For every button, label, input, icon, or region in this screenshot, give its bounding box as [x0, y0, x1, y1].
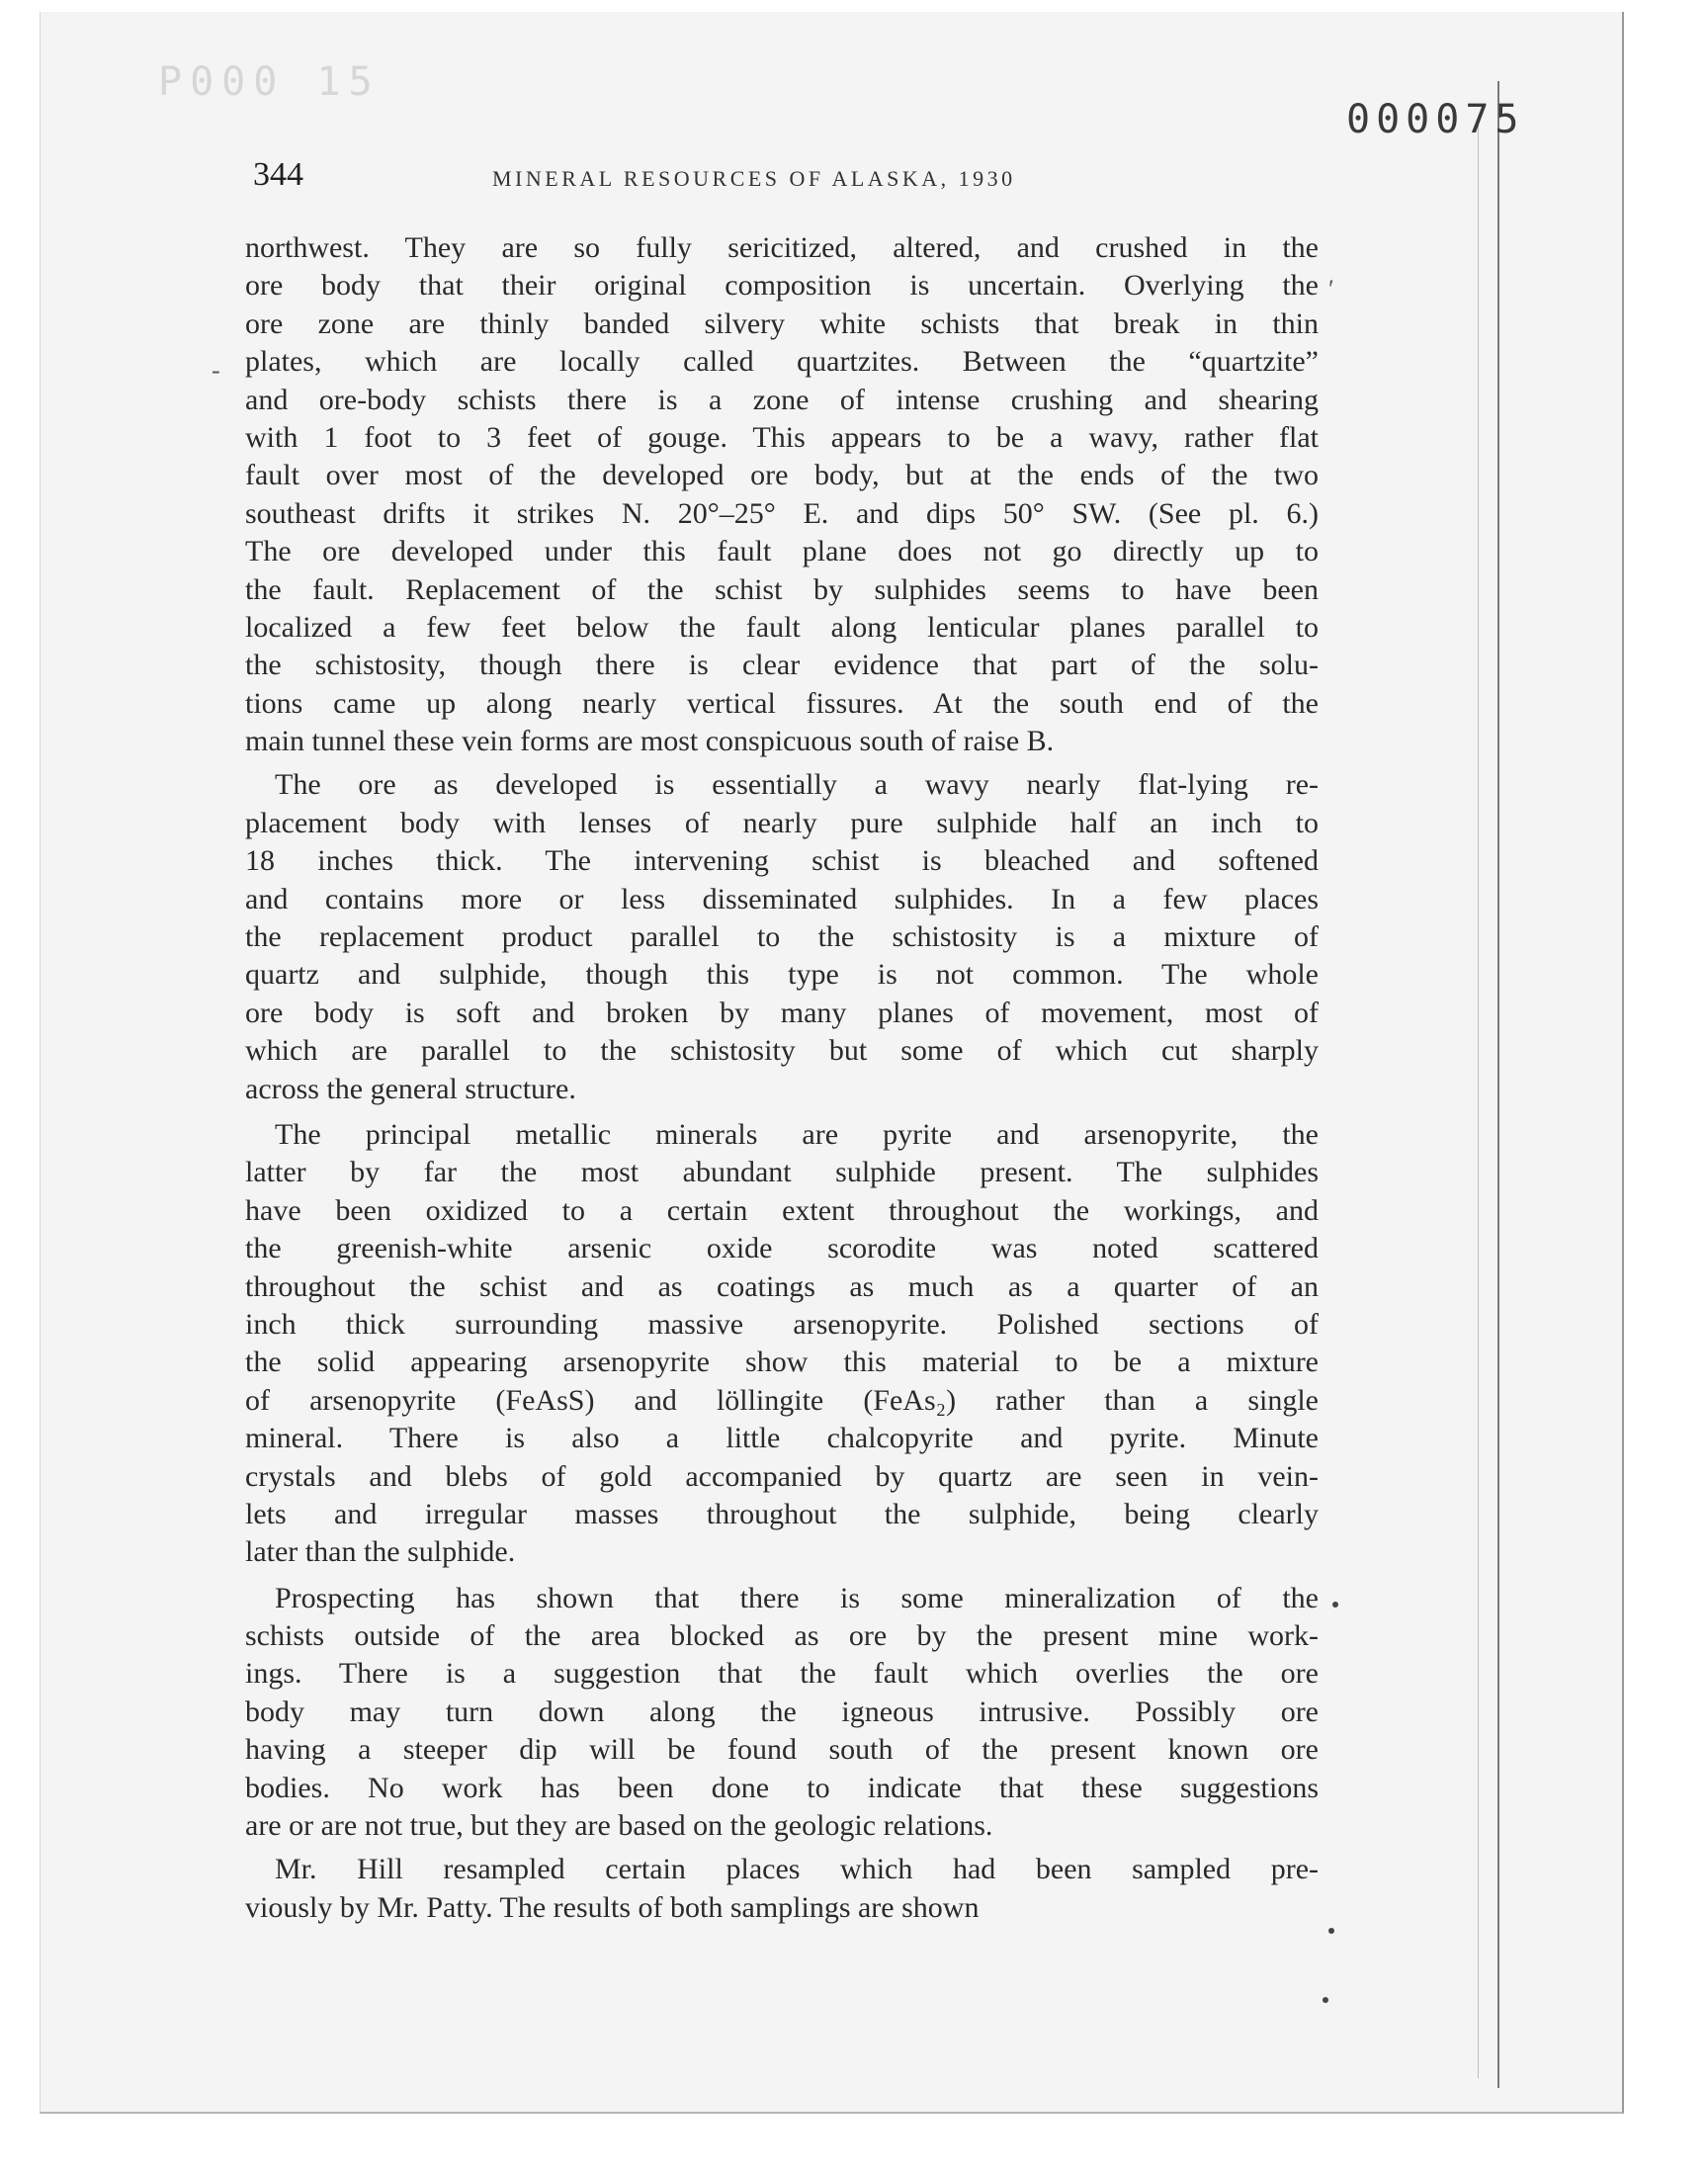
text-line: the solid appearing arsenopyrite show this material to be a mixture [245, 1346, 1319, 1379]
text-line: and contains more or less disseminated sulphides. In a few places [245, 882, 1319, 915]
text-line: bodies. No work has been done to indicate that these suggestions [245, 1771, 1319, 1804]
text-line: fault over most of the developed ore body, but at the ends of the two [245, 459, 1319, 492]
paragraph [245, 1851, 1319, 1927]
margin-dash-mark: - [212, 356, 220, 385]
page-edge-line [1497, 81, 1499, 2088]
text-line: viously by Mr. Patty. The results of both samplings are shown [245, 1890, 980, 1924]
text-line: and ore-body schists there is a zone of intense crushing and shearing [245, 383, 1319, 416]
text-line: northwest. They are so fully sericitized, altered, and crushed in the [245, 231, 1319, 264]
text-line: with 1 foot to 3 feet of gouge. This appears to be a wavy, rather flat [245, 420, 1319, 454]
text-line: The ore developed under this fault plane does not go directly up to [245, 535, 1319, 568]
text-line: mineral. There is also a little chalcopyrite and pyrite. Minute [245, 1422, 1319, 1455]
text-line: are or are not true, but they are based on the geologic relations. [245, 1809, 993, 1843]
text-line: the fault. Replacement of the schist by sulphides seems to have been [245, 572, 1319, 606]
text-line: inch thick surrounding massive arsenopyrite. Polished sections of [245, 1307, 1319, 1341]
text-line: The principal metallic minerals are pyrite and arsenopyrite, the [275, 1117, 1319, 1151]
paragraph [245, 1580, 1319, 1846]
text-line: placement body with lenses of nearly pure sulphide half an inch to [245, 806, 1319, 839]
text-line: body may turn down along the igneous intrusive. Possibly ore [245, 1695, 1319, 1728]
margin-tick-mark: ′ [1328, 275, 1334, 304]
text-line: Prospecting has shown that there is some mineralization of the [275, 1581, 1319, 1614]
page-stamp: 000075 [1346, 97, 1525, 142]
text-line: latter by far the most abundant sulphide present. The sulphides [245, 1156, 1319, 1189]
text-line: the greenish-white arsenic oxide scorodite was noted scattered [245, 1232, 1319, 1265]
text-line: ings. There is a suggestion that the fault which overlies the ore [245, 1657, 1319, 1691]
text-line: the schistosity, though there is clear evidence that part of the solu- [245, 649, 1319, 682]
text-line: later than the sulphide. [245, 1535, 516, 1569]
ghost-stamp: P000 15 [158, 59, 381, 105]
margin-dot [1323, 1997, 1328, 2003]
running-head: MINERAL RESOURCES OF ALASKA, 1930 [492, 166, 1016, 191]
page-edge-line-faint [1478, 121, 1479, 2078]
text-line: schists outside of the area blocked as ore by the present mine work- [245, 1619, 1319, 1653]
paragraph [245, 766, 1319, 1108]
text-line: lets and irregular masses throughout the sulphide, being clearly [245, 1497, 1319, 1530]
text-line: The ore as developed is essentially a wavy nearly flat-lying re- [275, 768, 1319, 802]
paragraph [245, 1116, 1319, 1572]
margin-dot [1328, 1928, 1334, 1934]
text-line: southeast drifts it strikes N. 20°–25° E. and dips 50° SW. (See pl. 6.) [245, 496, 1319, 530]
text-line: ore body that their original composition is uncertain. Overlying the [245, 269, 1319, 303]
text-line: plates, which are locally called quartzites. Between the “quartzite” [245, 345, 1319, 379]
document-body [245, 229, 1319, 1927]
text-line: ore body is soft and broken by many planes of movement, most of [245, 996, 1319, 1029]
text-line: localized a few feet below the fault along lenticular planes parallel to [245, 610, 1319, 644]
margin-dot [1332, 1602, 1338, 1608]
page-number: 344 [253, 156, 303, 193]
text-line: Mr. Hill resampled certain places which had been sampled pre- [275, 1853, 1319, 1886]
text-line: quartz and sulphide, though this type is not common. The whole [245, 958, 1319, 992]
text-line: ore zone are thinly banded silvery white schists that break in thin [245, 306, 1319, 340]
text-line: crystals and blebs of gold accompanied by quartz are seen in vein- [245, 1459, 1319, 1493]
text-line: the replacement product parallel to the schistosity is a mixture of [245, 920, 1319, 954]
text-line: across the general structure. [245, 1072, 576, 1105]
text-line: main tunnel these vein forms are most conspicuous south of raise B. [245, 725, 1055, 758]
text-line: having a steeper dip will be found south of the present known ore [245, 1733, 1319, 1767]
text-line: of arsenopyrite (FeAsS) and löllingite (FeAs₂) rather than a single [245, 1383, 1319, 1417]
text-line: tions came up along nearly vertical fissures. At the south end of the [245, 686, 1319, 720]
text-line: have been oxidized to a certain extent throughout the workings, and [245, 1193, 1319, 1227]
text-line: 18 inches thick. The intervening schist is bleached and softened [245, 844, 1319, 878]
text-line: which are parallel to the schistosity but some of which cut sharply [245, 1034, 1319, 1068]
paragraph [245, 229, 1319, 760]
text-line: throughout the schist and as coatings as much as a quarter of an [245, 1269, 1319, 1303]
